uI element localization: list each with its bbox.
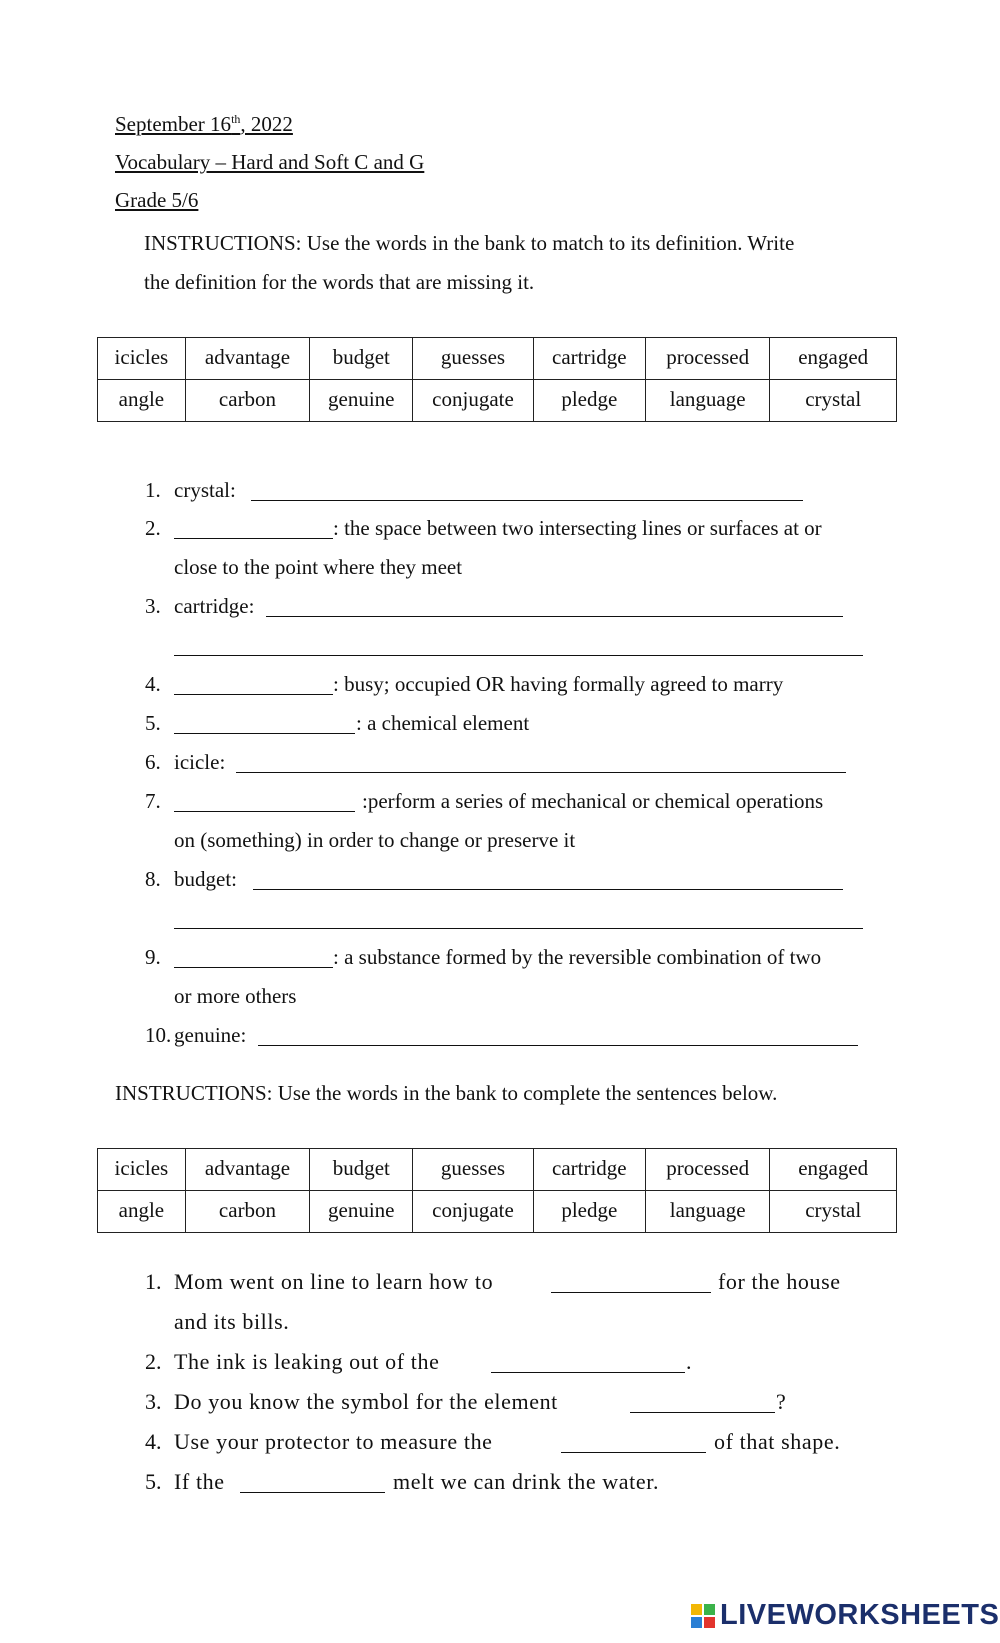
answer-blank[interactable] <box>174 538 333 539</box>
sentence-2-before: The ink is leaking out of the <box>174 1349 440 1374</box>
item-number: 1. <box>145 478 161 502</box>
word-bank-row <box>98 1191 897 1233</box>
word-bank-cell: crystal <box>770 1191 897 1233</box>
item-number: 8. <box>145 867 161 891</box>
word-bank-cell: cartridge <box>533 1149 645 1191</box>
word-bank-cell: genuine <box>310 1191 413 1233</box>
sentence-1-before: Mom went on line to learn how to <box>174 1269 494 1294</box>
definition-item-8: budget: <box>174 867 237 891</box>
item-number: 10. <box>145 1023 172 1047</box>
answer-blank[interactable] <box>561 1452 706 1453</box>
answer-blank[interactable] <box>174 928 863 929</box>
answer-blank[interactable] <box>491 1372 685 1373</box>
definition-item-1: crystal: <box>174 478 236 502</box>
word-bank-cell: processed <box>645 1149 769 1191</box>
liveworksheets-logo-icon <box>691 1604 715 1628</box>
definition-item-9: : a substance formed by the reversible combination of two <box>333 945 822 969</box>
word-bank-cell: conjugate <box>413 1191 533 1233</box>
word-bank-cell: guesses <box>413 1149 533 1191</box>
word-bank-cell: guesses <box>413 338 533 380</box>
definition-item-7: :perform a series of mechanical or chemical operations <box>362 789 824 813</box>
word-bank-cell: angle <box>98 380 186 422</box>
sentence-5-after: melt we can drink the water. <box>393 1469 660 1494</box>
item-number: 7. <box>145 789 161 813</box>
item-number: 5. <box>145 711 161 735</box>
definition-item-6: icicle: <box>174 750 226 774</box>
sentence-2-after: . <box>686 1349 693 1374</box>
word-bank-row <box>98 1149 897 1191</box>
word-bank-cell: icicles <box>98 338 186 380</box>
answer-blank[interactable] <box>174 811 355 812</box>
definition-item-5: : a chemical element <box>356 711 530 735</box>
instructions-line-1: INSTRUCTIONS: Use the words in the bank to match to its definition. Write <box>144 231 795 255</box>
word-bank-cell: budget <box>310 1149 413 1191</box>
word-bank-cell: language <box>645 1191 769 1233</box>
answer-blank[interactable] <box>551 1292 711 1293</box>
answer-blank[interactable] <box>266 616 843 617</box>
sentence-1-after: for the house <box>718 1269 841 1294</box>
word-bank-cell: processed <box>645 338 769 380</box>
sentence-3-before: Do you know the symbol for the element <box>174 1389 558 1414</box>
definition-item-2-cont: close to the point where they meet <box>174 555 463 579</box>
worksheet-title: Vocabulary – Hard and Soft C and G <box>115 150 425 174</box>
word-bank-table-2 <box>97 1148 897 1233</box>
instructions-match <box>144 224 884 302</box>
grade-label: Grade 5/6 <box>115 188 199 212</box>
word-bank-table-1 <box>97 337 897 422</box>
answer-blank[interactable] <box>251 500 803 501</box>
definition-item-9-cont: or more others <box>174 984 297 1008</box>
liveworksheets-logo-text: LIVEWORKSHEETS <box>720 1599 1000 1631</box>
sentence-4-before: Use your protector to measure the <box>174 1429 493 1454</box>
answer-blank[interactable] <box>174 655 863 656</box>
word-bank-cell: advantage <box>185 1149 309 1191</box>
sentence-number: 1. <box>145 1269 162 1294</box>
definition-item-2: : the space between two intersecting lines or surfaces at or <box>333 516 822 540</box>
answer-blank[interactable] <box>253 889 843 890</box>
date-heading: September 16th, 2022 <box>115 112 293 136</box>
word-bank-cell: budget <box>310 338 413 380</box>
item-number: 3. <box>145 594 161 618</box>
word-bank-cell: engaged <box>770 1149 897 1191</box>
word-bank-cell: carbon <box>185 1191 309 1233</box>
item-number: 2. <box>145 516 161 540</box>
word-bank-cell: cartridge <box>533 338 645 380</box>
word-bank-cell: pledge <box>533 380 645 422</box>
word-bank-cell: angle <box>98 1191 186 1233</box>
answer-blank[interactable] <box>236 772 846 773</box>
sentence-4-after: of that shape. <box>714 1429 841 1454</box>
answer-blank[interactable] <box>174 967 333 968</box>
definition-item-7-cont: on (something) in order to change or preserve it <box>174 828 576 852</box>
answer-blank[interactable] <box>174 733 355 734</box>
word-bank-row <box>98 338 897 380</box>
definition-item-4: : busy; occupied OR having formally agreed to marry <box>333 672 784 696</box>
item-number: 6. <box>145 750 161 774</box>
word-bank-cell: crystal <box>770 380 897 422</box>
instructions-line-2: the definition for the words that are missing it. <box>144 270 535 294</box>
sentence-3-after: ? <box>776 1389 787 1414</box>
answer-blank[interactable] <box>240 1492 385 1493</box>
word-bank-cell: language <box>645 380 769 422</box>
word-bank-cell: icicles <box>98 1149 186 1191</box>
word-bank-cell: advantage <box>185 338 309 380</box>
sentence-number: 4. <box>145 1429 162 1454</box>
word-bank-cell: carbon <box>185 380 309 422</box>
word-bank-cell: genuine <box>310 380 413 422</box>
sentence-1-cont: and its bills. <box>174 1309 290 1334</box>
definition-item-3: cartridge: <box>174 594 255 618</box>
sentence-number: 3. <box>145 1389 162 1414</box>
word-bank-cell: pledge <box>533 1191 645 1233</box>
sentence-5-before: If the <box>174 1469 225 1494</box>
answer-blank[interactable] <box>630 1412 775 1413</box>
instructions-complete: INSTRUCTIONS: Use the words in the bank to complete the sentences below. <box>115 1081 778 1105</box>
word-bank-cell: conjugate <box>413 380 533 422</box>
definition-item-10: genuine: <box>174 1023 247 1047</box>
sentence-number: 5. <box>145 1469 162 1494</box>
answer-blank[interactable] <box>174 694 333 695</box>
item-number: 9. <box>145 945 161 969</box>
answer-blank[interactable] <box>258 1045 858 1046</box>
word-bank-cell: engaged <box>770 338 897 380</box>
item-number: 4. <box>145 672 161 696</box>
sentence-number: 2. <box>145 1349 162 1374</box>
word-bank-row <box>98 380 897 422</box>
